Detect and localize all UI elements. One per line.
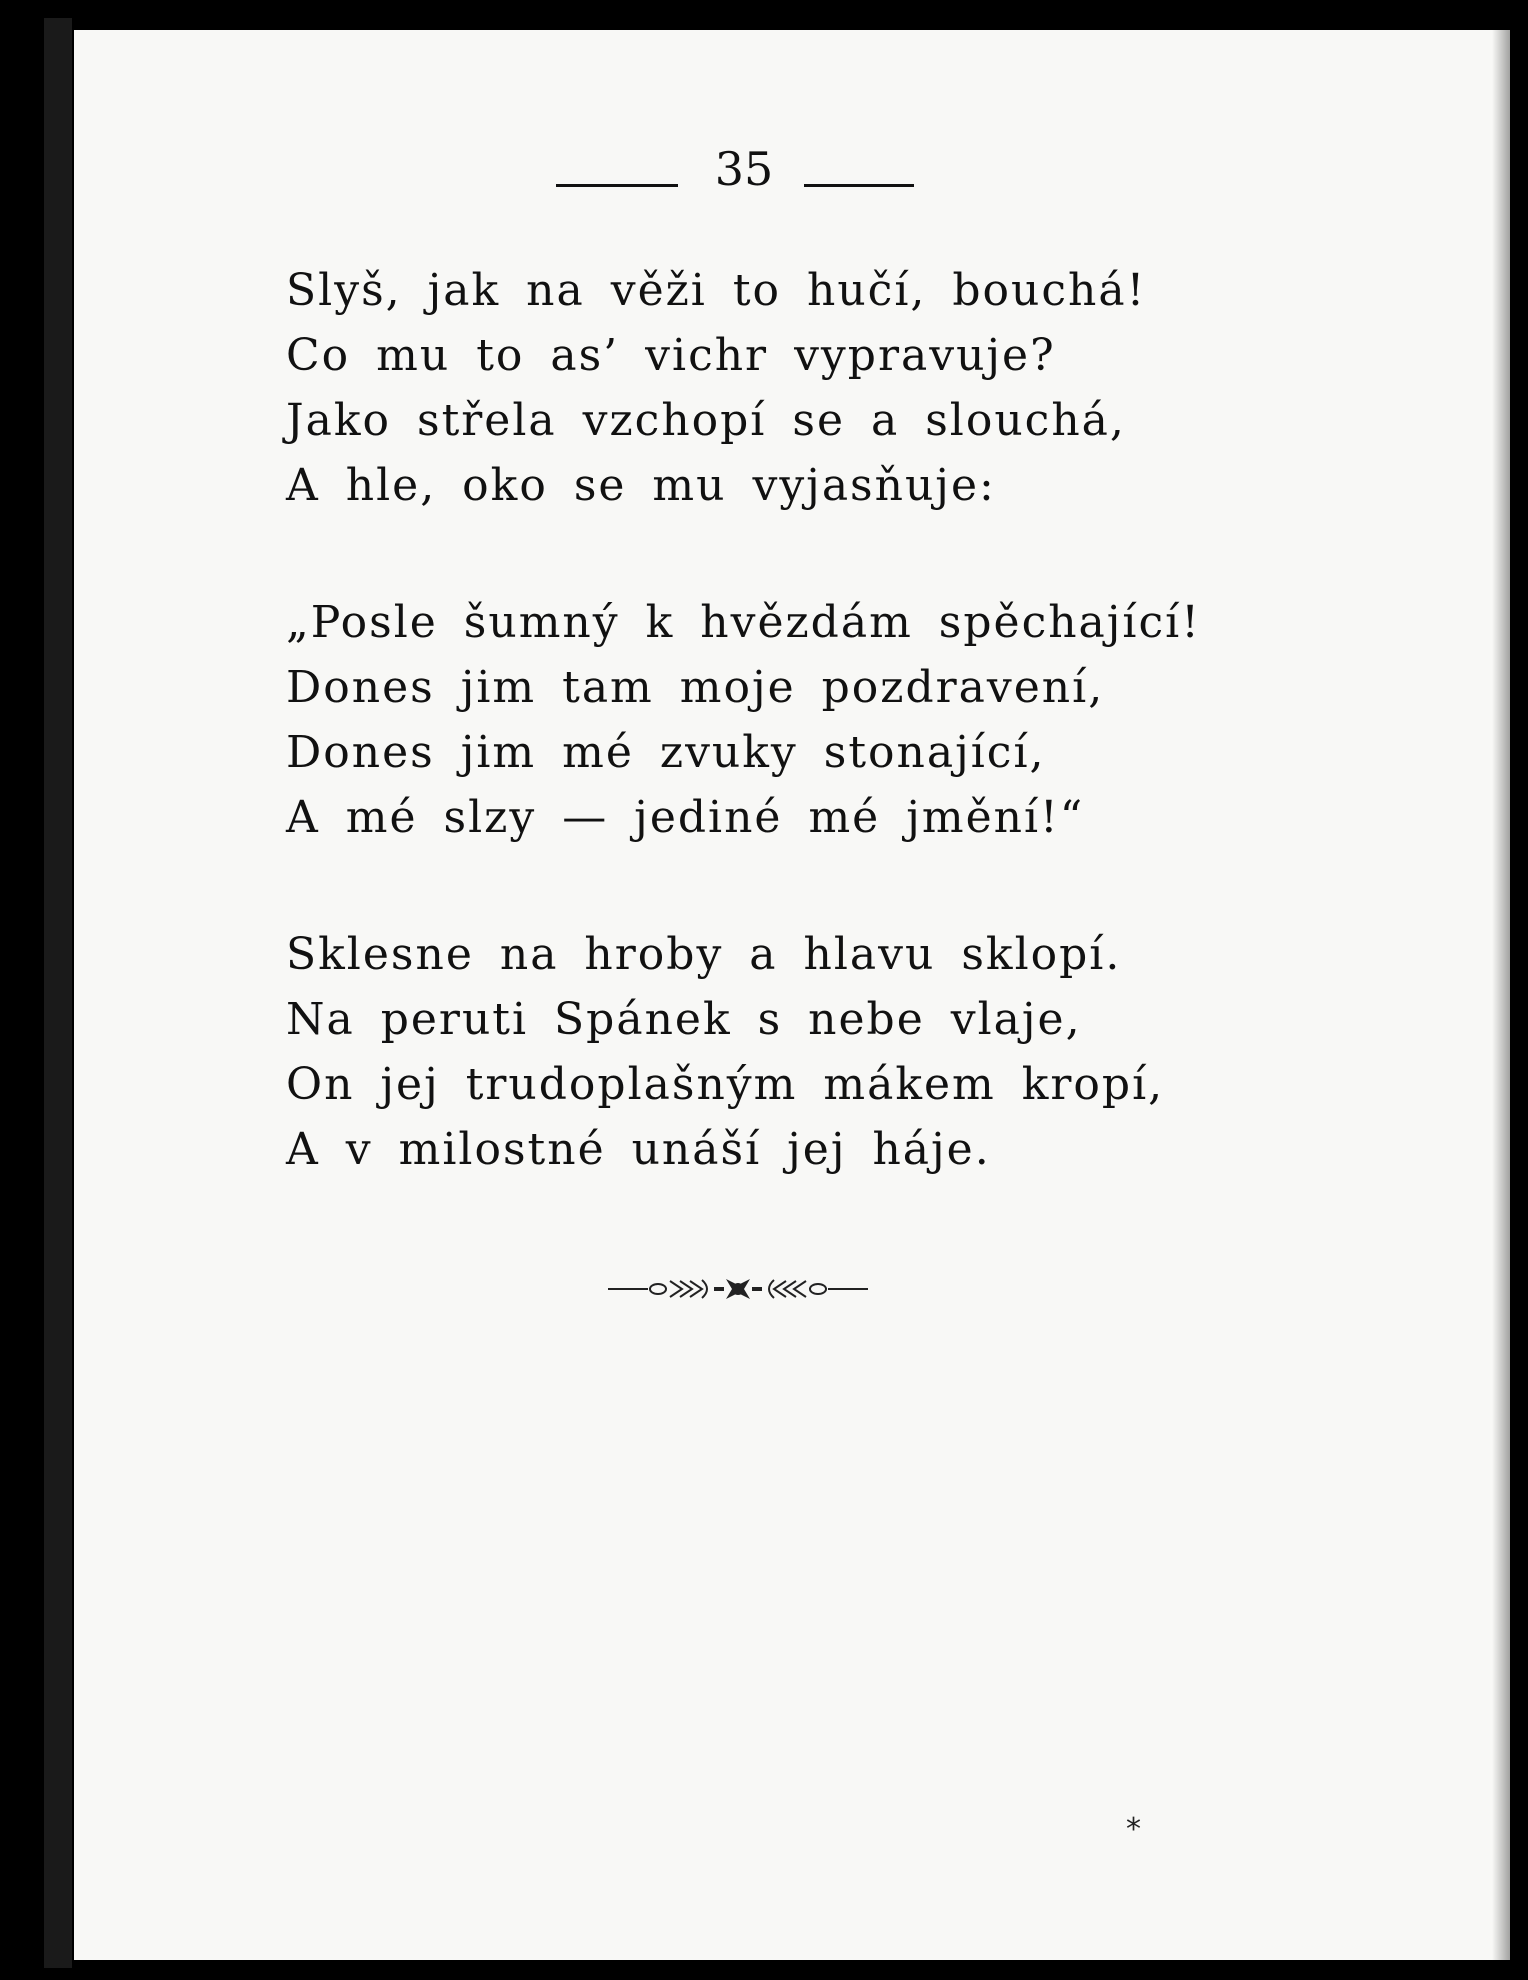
header-rule-left	[556, 184, 678, 187]
poem-line: Jako střela vzchopí se a slouchá,	[286, 395, 1126, 446]
stanza-2	[286, 590, 1286, 850]
page-number: 35	[714, 142, 774, 196]
page-edge-shadow	[1492, 30, 1510, 1960]
poem-line: A v milostné unáší jej háje.	[286, 1124, 991, 1175]
poem-line: Slyš, jak na věži to hučí, bouchá!	[286, 265, 1147, 316]
signature-mark: *	[1126, 1812, 1141, 1847]
poem-line: Dones jim tam moje pozdravení,	[286, 662, 1105, 713]
poem-line: Na peruti Spánek s nebe vlaje,	[286, 994, 1082, 1045]
book-spine-edge	[44, 18, 72, 1968]
poem-line: „Posle šumný k hvězdám spěchající!	[286, 597, 1201, 648]
page-header	[74, 122, 1510, 202]
poem	[286, 258, 1286, 1254]
book-page	[74, 30, 1510, 1960]
header-rule-right	[804, 184, 914, 187]
poem-line: Dones jim mé zvuky stonající,	[286, 727, 1046, 778]
stanza-1	[286, 258, 1286, 518]
poem-line: A hle, oko se mu vyjasňuje:	[286, 460, 996, 511]
poem-line: On jej trudoplašným mákem kropí,	[286, 1059, 1165, 1110]
stanza-3	[286, 922, 1286, 1182]
poem-line: A mé slzy — jediné mé jmění!“	[286, 792, 1085, 843]
ornament-divider-icon	[608, 1276, 868, 1302]
poem-line: Co mu to as’ vichr vypravuje?	[286, 330, 1056, 381]
poem-line: Sklesne na hroby a hlavu sklopí.	[286, 929, 1122, 980]
